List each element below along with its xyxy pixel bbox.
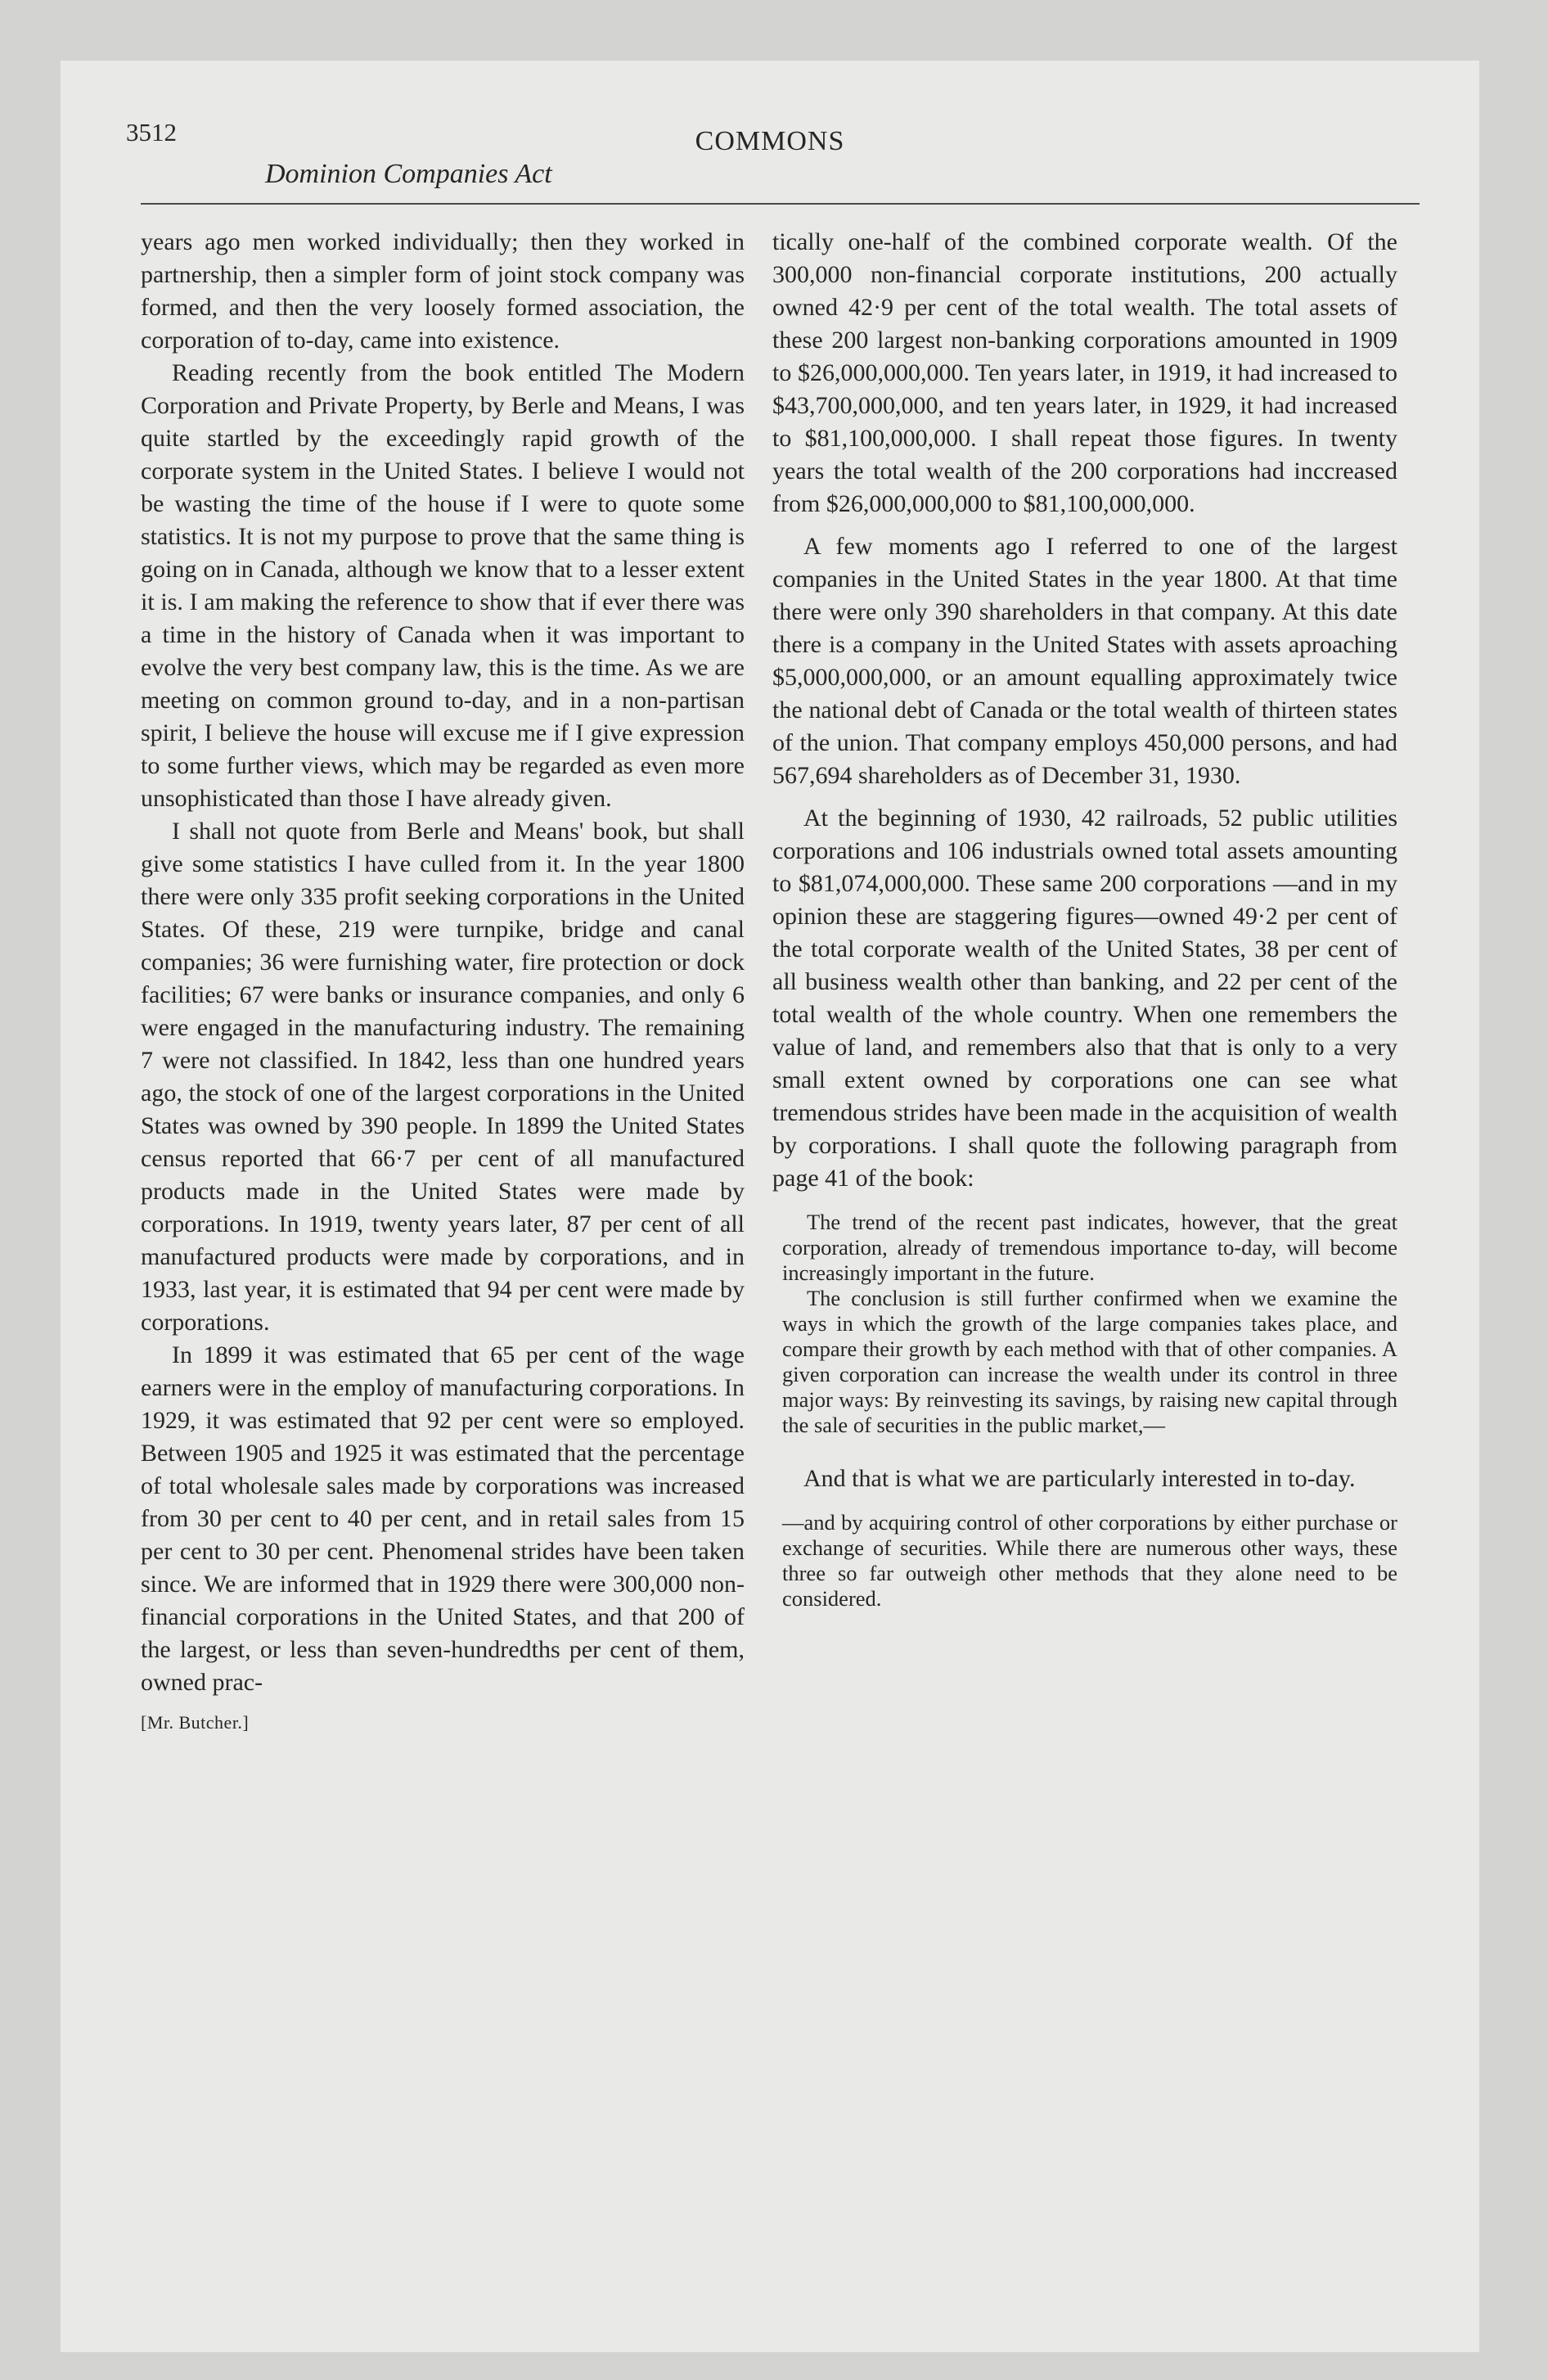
- page-sheet: [61, 61, 1479, 2352]
- page-number: 3512: [126, 118, 177, 146]
- paragraph: tically one-half of the combined corporate wealth. Of the 300,000 non-financial corporate institutions, 200 actually owned 42·9 per cent of the total wealth. The total assets of these 200 largest non-banking corporations amounted in 1909 to $26,000,000,000. Ten years later, in 1919, it had increased to $43,700,000,000, and ten years later, in 1929, it had increased to $81,100,000,000. I shall repeat those figures. In twenty years the total wealth of the 200 corporations had inccreased from $26,000,000,000 to $81,100,000,000.: [772, 228, 1397, 517]
- paragraph: At the beginning of 1930, 42 railroads, 52 public utilities corporations and 106 industrials owned total assets amounting to $81,074,000,000. These same 200 corporations —and in my opinion these are staggering figures—owned 49·2 per cent of the total corporate wealth of the United States, 38 per cent of all business wealth other than banking, and 22 per cent of the total wealth of the whole country. When one remembers the value of land, and remembers also that that is only to a very small extent owned by corporations one can see what tremendous strides have been made in the acquisition of wealth by corporations. I shall quote the following paragraph from page 41 of the book:: [772, 805, 1397, 1192]
- speaker-attribution: [Mr. Butcher.]: [141, 1712, 250, 1733]
- running-title: Dominion Companies Act: [265, 159, 552, 189]
- paragraph: A few moments ago I referred to one of the largest companies in the United States in the year 1800. At that time there were only 390 shareholders in that company. At this date there is a company in the United States with assets aproaching $5,000,000,000, or an amount equalling approximately twice the national debt of Canada or the total wealth of thirteen states of the union. That company employs 450,000 persons, and had 567,694 shareholders as of December 31, 1930.: [772, 533, 1397, 789]
- header-rule: [141, 203, 1420, 205]
- block-quote: The trend of the recent past indicates, however, that the great corporation, already of tremendous importance to-day, will become increasingly important in the future.: [782, 1210, 1397, 1285]
- block-quote: The conclusion is still further confirmed when we examine the ways in which the growth of the large companies takes place, and compare their growth by each method with that of other companies. A given corporation can increase the wealth under its control in three major ways: By reinvesting its savings, by raising new capital through the sale of securities in the public market,—: [782, 1286, 1397, 1437]
- paragraph: And that is what we are particularly interested in to-day.: [803, 1465, 1356, 1492]
- paragraph: In 1899 it was estimated that 65 per cent of the wage earners were in the employ of manufacturing corporations. In 1929, it was estimated that 92 per cent were so employed. Between 1905 and 1925 it was estimated that the percentage of total wholesale sales made by corporations was increased from 30 per cent to 40 per cent, and in retail sales from 15 per cent to 30 per cent. Phenomenal strides have been taken since. We are informed that in 1929 there were 300,000 non-financial corporations in the United States, and that 200 of the largest, or less than seven-hundredths per cent of them, owned prac-: [141, 1341, 745, 1696]
- right-column: [772, 226, 1397, 1611]
- paragraph: Reading recently from the book entitled The Modern Corporation and Private Property, by Berle and Means, I was quite startled by the exceedingly rapid growth of the corporate system in the United States. I believe I would not be wasting the time of the house if I were to quote some statistics. It is not my purpose to prove that the same thing is going on in Canada, although we know that to a lesser extent it is. I am making the reference to show that if ever there was a time in the history of Canada when it was important to evolve the very best company law, this is the time. As we are meeting on common ground to-day, and in a non-partisan spirit, I believe the house will excuse me if I give expression to some further views, which may be regarded as even more unsophisticated than those I have already given.: [141, 359, 745, 812]
- paragraph: years ago men worked individually; then they worked in partnership, then a simpler form of joint stock company was formed, and then the very loosely formed association, the corporation of to-day, came into existence.: [141, 228, 745, 354]
- block-quote: —and by acquiring control of other corporations by either purchase or exchange of securities. While there are numerous other ways, these three so far outweigh other methods that they alone need to be considered.: [782, 1510, 1397, 1611]
- left-column: [141, 226, 745, 1733]
- paragraph: I shall not quote from Berle and Means' book, but shall give some statistics I have culled from it. In the year 1800 there were only 335 profit seeking corporations in the United States. Of these, 219 were turnpike, bridge and canal companies; 36 were furnishing water, fire protection or dock facilities; 67 were banks or insurance companies, and only 6 were engaged in the manufacturing industry. The remaining 7 were not classified. In 1842, less than one hundred years ago, the stock of one of the largest corporations in the United States was owned by 390 people. In 1899 the United States census reported that 66·7 per cent of all manufactured products made in the United States were made by corporations. In 1919, twenty years later, 87 per cent of all manufactured products were made by corporations, and in 1933, last year, it is estimated that 94 per cent were made by corporations.: [141, 818, 745, 1336]
- section-title: COMMONS: [695, 126, 845, 156]
